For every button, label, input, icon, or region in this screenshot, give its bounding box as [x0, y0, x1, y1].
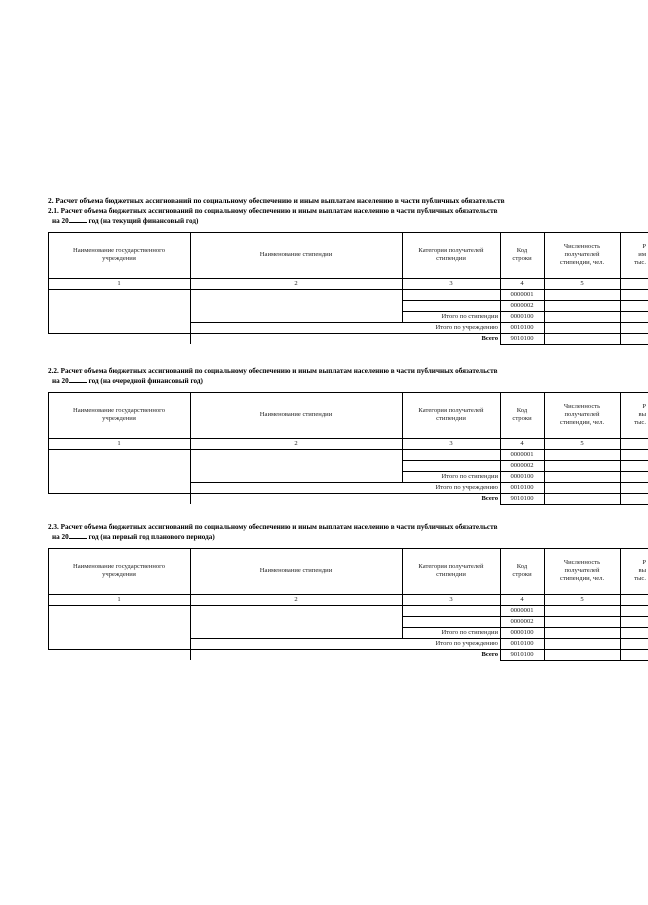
count-input[interactable] [544, 460, 620, 471]
header-amount-line3: тыс. [634, 419, 646, 426]
header-amount-line2: вы [638, 567, 646, 574]
section [48, 207, 648, 342]
colnum-4: 4 [520, 279, 524, 287]
grid-line [402, 232, 403, 322]
grid-line [48, 438, 648, 439]
header-stipend-name: Наименование стипендии [259, 567, 333, 574]
header-stipend-name: Наименование стипендии [259, 251, 333, 258]
section-title: 2.2. Расчет объема бюджетных ассигнований по социальному обеспечению и иным выплатам населению в части публичных обязательств [48, 367, 498, 375]
category-input[interactable] [402, 300, 500, 311]
section [48, 367, 648, 502]
colnum-3: 3 [449, 279, 453, 287]
grid-line [190, 482, 648, 483]
header-amount-clipped [620, 232, 648, 278]
grid-line [544, 232, 545, 344]
count-input[interactable] [544, 289, 620, 300]
colnum-2: 2 [294, 279, 298, 287]
section [48, 523, 648, 658]
count-input[interactable] [544, 627, 620, 638]
header-amount-line1: Р [642, 243, 646, 250]
category-input[interactable] [402, 605, 500, 616]
grid-line [402, 548, 403, 638]
colnum-1: 1 [117, 439, 121, 447]
count-input[interactable] [544, 649, 620, 660]
colnum-1: 1 [117, 279, 121, 287]
grid-line [402, 311, 648, 312]
header-recipient-category: Категория получателей стипендии [418, 247, 484, 262]
section-subtitle [52, 376, 648, 386]
header-recipient-category: Категория получателей стипендии [418, 407, 484, 422]
colnum-5: 5 [580, 279, 584, 287]
grid-line [620, 232, 621, 344]
grid-line [190, 232, 191, 344]
header-recipients-count: Численность получателей стипендии, чел. [559, 243, 605, 266]
grid-line [544, 392, 545, 504]
header-amount-line2: им [638, 251, 646, 258]
code-cell: 0000001 [510, 450, 534, 458]
year-blank[interactable] [69, 376, 87, 383]
total-institution-label: Итого по учреждению [435, 639, 498, 647]
code-cell: 9010100 [510, 334, 534, 342]
header-amount-line3: тыс. [634, 259, 646, 266]
code-cell: 0010100 [510, 323, 534, 331]
grid-line [48, 392, 49, 493]
colnum-5: 5 [580, 595, 584, 603]
grid-line [48, 392, 648, 393]
document-title: 2. Расчет объема бюджетных ассигнований по социальному обеспечению и иным выплатам населению в части публичных обязательств [48, 196, 505, 205]
colnum-5: 5 [580, 439, 584, 447]
colnum-2: 2 [294, 439, 298, 447]
period-label: год (на очередной финансовый год) [86, 377, 203, 385]
grand-total-label: Всего [481, 334, 498, 342]
grid-line [48, 605, 648, 606]
grid-line [500, 548, 501, 660]
grid-line [48, 232, 49, 333]
header-amount-line3: тыс. [634, 575, 646, 582]
grid-line [500, 232, 501, 344]
header-institution: Наименование государственного учреждения [72, 563, 166, 578]
stipend-name-input[interactable] [190, 289, 402, 322]
grid-line [190, 392, 191, 504]
grand-total-label: Всего [481, 650, 498, 658]
code-cell: 9010100 [510, 650, 534, 658]
grid-line [48, 278, 648, 279]
grid-line [544, 548, 545, 660]
grid-line [402, 627, 648, 628]
header-row-code: Код строки [512, 247, 532, 262]
colnum-4: 4 [520, 439, 524, 447]
total-stipend-label: Итого по стипендии [441, 472, 498, 480]
code-cell: 0000001 [510, 606, 534, 614]
header-row-code: Код строки [512, 563, 532, 578]
header-amount-clipped [620, 392, 648, 438]
year-prefix: на 20 [52, 533, 69, 541]
header-recipients-count: Численность получателей стипендии, чел. [559, 403, 605, 426]
institution-input[interactable] [48, 605, 190, 649]
year-blank[interactable] [69, 216, 87, 223]
colnum-3: 3 [449, 595, 453, 603]
total-institution-label: Итого по учреждению [435, 483, 498, 491]
grid-line [48, 649, 648, 650]
grid-line [48, 548, 648, 549]
grid-line [402, 392, 403, 482]
code-cell: 0000002 [510, 301, 534, 309]
total-stipend-label: Итого по стипендии [441, 628, 498, 636]
grid-line [402, 300, 648, 301]
grid-line [48, 493, 648, 494]
count-input[interactable] [544, 605, 620, 616]
category-input[interactable] [402, 449, 500, 460]
grid-line [48, 232, 648, 233]
colnum-4: 4 [520, 595, 524, 603]
total-stipend-label: Итого по стипендии [441, 312, 498, 320]
year-blank[interactable] [69, 532, 87, 539]
grid-line [402, 471, 648, 472]
code-cell: 0010100 [510, 483, 534, 491]
stipend-name-input[interactable] [190, 449, 402, 482]
year-prefix: на 20 [52, 217, 69, 225]
section-subtitle [52, 532, 648, 542]
colnum-1: 1 [117, 595, 121, 603]
year-prefix: на 20 [52, 377, 69, 385]
grid-line [500, 660, 648, 661]
section-subtitle [52, 216, 648, 226]
header-recipient-category: Категория получателей стипендии [418, 563, 484, 578]
grid-line [402, 616, 648, 617]
count-input[interactable] [544, 333, 620, 344]
header-recipients-count: Численность получателей стипендии, чел. [559, 559, 605, 582]
header-amount-line1: Р [642, 559, 646, 566]
code-cell: 0000001 [510, 290, 534, 298]
colnum-2: 2 [294, 595, 298, 603]
period-label: год (на первый год планового периода) [86, 533, 215, 541]
grid-line [402, 460, 648, 461]
header-amount-line2: вы [638, 411, 646, 418]
count-input[interactable] [544, 493, 620, 504]
colnum-3: 3 [449, 439, 453, 447]
category-input[interactable] [402, 460, 500, 471]
grid-line [620, 548, 621, 660]
institution-input[interactable] [48, 449, 190, 493]
header-stipend-name: Наименование стипендии [259, 411, 333, 418]
header-institution: Наименование государственного учреждения [72, 407, 166, 422]
header-amount-clipped [620, 548, 648, 594]
count-input[interactable] [544, 471, 620, 482]
grid-line [190, 548, 191, 660]
grand-total-label: Всего [481, 494, 498, 502]
category-input[interactable] [402, 289, 500, 300]
code-cell: 0000100 [510, 628, 534, 636]
count-input[interactable] [544, 322, 620, 333]
grid-line [620, 392, 621, 504]
stipend-name-input[interactable] [190, 605, 402, 638]
category-input[interactable] [402, 616, 500, 627]
count-input[interactable] [544, 300, 620, 311]
grid-line [48, 333, 648, 334]
header-amount-line1: Р [642, 403, 646, 410]
grid-line [48, 289, 648, 290]
count-input[interactable] [544, 449, 620, 460]
total-institution-label: Итого по учреждению [435, 323, 498, 331]
grid-line [500, 392, 501, 504]
header-institution: Наименование государственного учреждения [72, 247, 166, 262]
institution-input[interactable] [48, 289, 190, 333]
count-input[interactable] [544, 482, 620, 493]
code-cell: 0000002 [510, 617, 534, 625]
code-cell: 0000100 [510, 312, 534, 320]
code-cell: 9010100 [510, 494, 534, 502]
grid-line [500, 344, 648, 345]
section-title: 2.1. Расчет объема бюджетных ассигнований по социальному обеспечению и иным выплатам населению в части публичных обязательств [48, 207, 498, 215]
count-input[interactable] [544, 638, 620, 649]
period-label: год (на текущий финансовый год) [86, 217, 199, 225]
section-title: 2.3. Расчет объема бюджетных ассигнований по социальному обеспечению и иным выплатам населению в части публичных обязательств [48, 523, 498, 531]
code-cell: 0010100 [510, 639, 534, 647]
grid-line [190, 638, 648, 639]
code-cell: 0000100 [510, 472, 534, 480]
header-row-code: Код строки [512, 407, 532, 422]
grid-line [48, 548, 49, 649]
grid-line [500, 504, 648, 505]
count-input[interactable] [544, 616, 620, 627]
grid-line [48, 594, 648, 595]
count-input[interactable] [544, 311, 620, 322]
grid-line [190, 322, 648, 323]
code-cell: 0000002 [510, 461, 534, 469]
grid-line [48, 449, 648, 450]
